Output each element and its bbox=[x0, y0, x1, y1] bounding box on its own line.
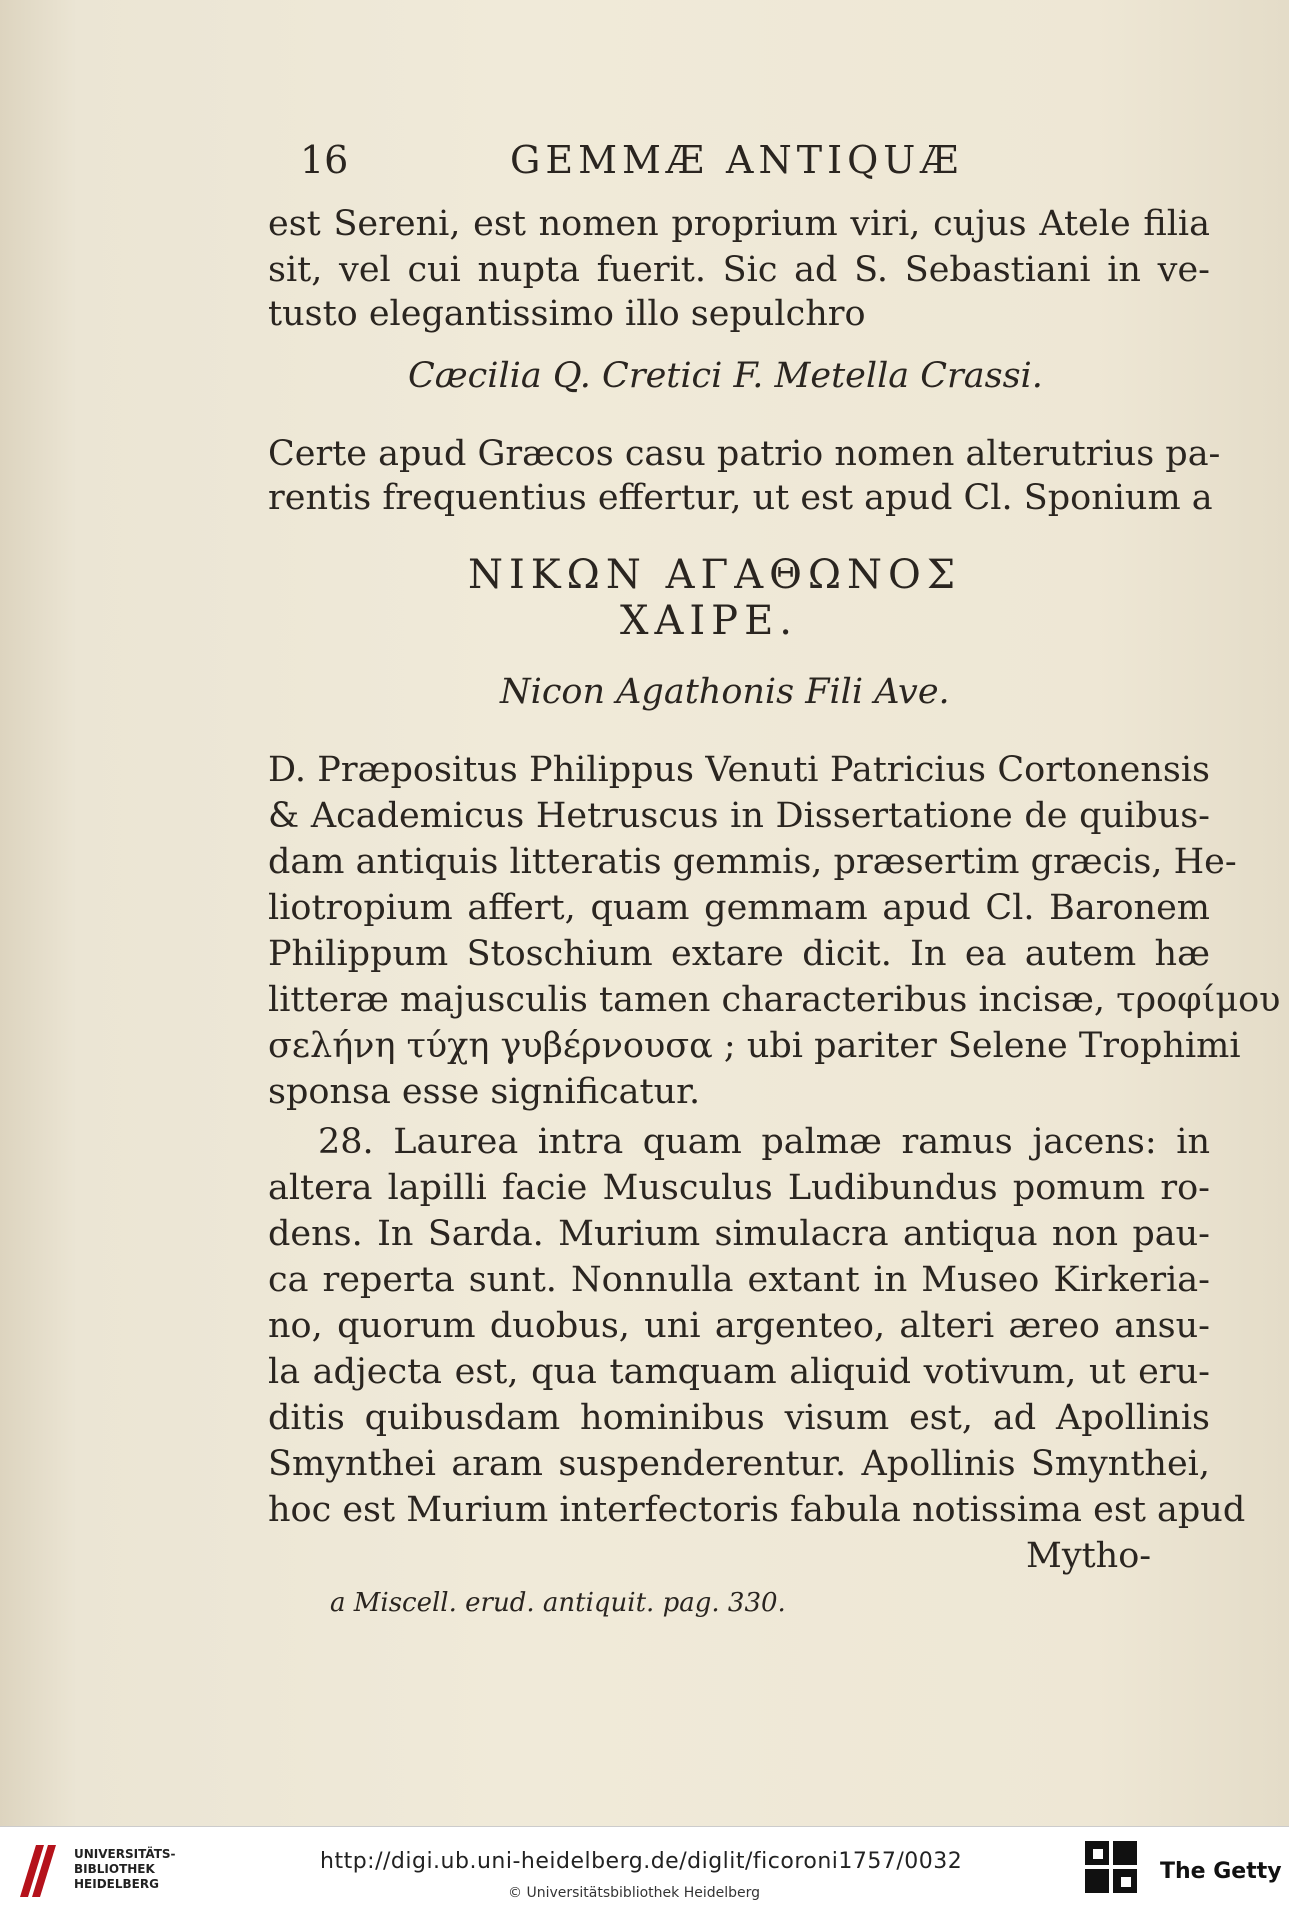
text-line: hoc est Murium interfectoris fabula notissima est apud bbox=[268, 1490, 1246, 1530]
text-line: Certe apud Græcos casu patrio nomen alterutrius pa- bbox=[268, 434, 1221, 474]
page-number: 16 bbox=[300, 138, 349, 182]
text-line: ca reperta sunt. Nonnulla extant in Museo Kirkeria- bbox=[268, 1260, 1210, 1300]
university-logo-icon bbox=[14, 1839, 64, 1901]
text-line: & Academicus Hetruscus in Dissertatione de quibus- bbox=[268, 796, 1210, 836]
university-name-line: UNIVERSITÄTS- bbox=[74, 1847, 176, 1861]
greek-translation: Nicon Agathonis Fili Ave. bbox=[500, 672, 950, 712]
text-line: litteræ majusculis tamen characteribus incisæ, τροφίμου bbox=[268, 980, 1281, 1020]
getty-logo-icon bbox=[1085, 1841, 1141, 1905]
text-line: la adjecta est, qua tamquam aliquid votivum, ut eru- bbox=[268, 1352, 1210, 1392]
greek-inscription-line-2: ΧΑΙΡΕ. bbox=[620, 598, 798, 644]
text-line: sponsa esse significatur. bbox=[268, 1072, 701, 1112]
text-line: 28. Laurea intra quam palmæ ramus jacens: in bbox=[318, 1122, 1210, 1162]
main-text bbox=[268, 0, 1281, 1600]
text-line: σελήνη τύχη γυβέρνουσα ; ubi pariter Selene Trophimi bbox=[268, 1026, 1241, 1066]
text-line: sit, vel cui nupta fuerit. Sic ad S. Sebastiani in ve- bbox=[268, 250, 1210, 290]
latin-inscription: Cæcilia Q. Cretici F. Metella Crassi. bbox=[408, 356, 1043, 396]
footnote: a Miscell. erud. antiquit. pag. 330. bbox=[330, 1588, 786, 1618]
catchword: Mytho- bbox=[1026, 1536, 1152, 1576]
getty-name: The Getty bbox=[1160, 1859, 1282, 1884]
viewer-footer bbox=[0, 1826, 1289, 1921]
text-line: no, quorum duobus, uni argenteo, alteri æreo ansu- bbox=[268, 1306, 1210, 1346]
text-line: dam antiquis litteratis gemmis, præsertim græcis, He- bbox=[268, 842, 1237, 882]
greek-inscription-line-1: ΝΙΚΩΝ ΑΓΑΘΩΝΟΣ bbox=[468, 552, 962, 598]
text-line: altera lapilli facie Musculus Ludibundus pomum ro- bbox=[268, 1168, 1210, 1208]
text-line: est Sereni, est nomen proprium viri, cujus Atele filia bbox=[268, 204, 1210, 244]
university-name bbox=[74, 1847, 176, 1892]
text-line: tusto elegantissimo illo sepulchro bbox=[268, 294, 866, 334]
text-line: rentis frequentius effertur, ut est apud Cl. Sponium a bbox=[268, 478, 1213, 518]
copyright-notice: © Universitätsbibliothek Heidelberg bbox=[508, 1885, 761, 1901]
text-line: D. Præpositus Philippus Venuti Patricius Cortonensis bbox=[268, 750, 1210, 790]
university-name-line: BIBLIOTHEK bbox=[74, 1862, 155, 1876]
university-name-line: HEIDELBERG bbox=[74, 1877, 159, 1891]
text-line: ditis quibusdam hominibus visum est, ad Apollinis bbox=[268, 1398, 1210, 1438]
running-title: GEMMÆ ANTIQUÆ bbox=[510, 138, 964, 182]
text-line: Philippum Stoschium extare dicit. In ea autem hæ bbox=[268, 934, 1210, 974]
text-line: Smynthei aram suspenderentur. Apollinis Smynthei, bbox=[268, 1444, 1210, 1484]
text-line: liotropium affert, quam gemmam apud Cl. Baronem bbox=[268, 888, 1210, 928]
text-line: dens. In Sarda. Murium simulacra antiqua non pau- bbox=[268, 1214, 1210, 1254]
permalink-url[interactable]: http://digi.ub.uni-heidelberg.de/diglit/ficoroni1757/0032 bbox=[320, 1849, 963, 1874]
